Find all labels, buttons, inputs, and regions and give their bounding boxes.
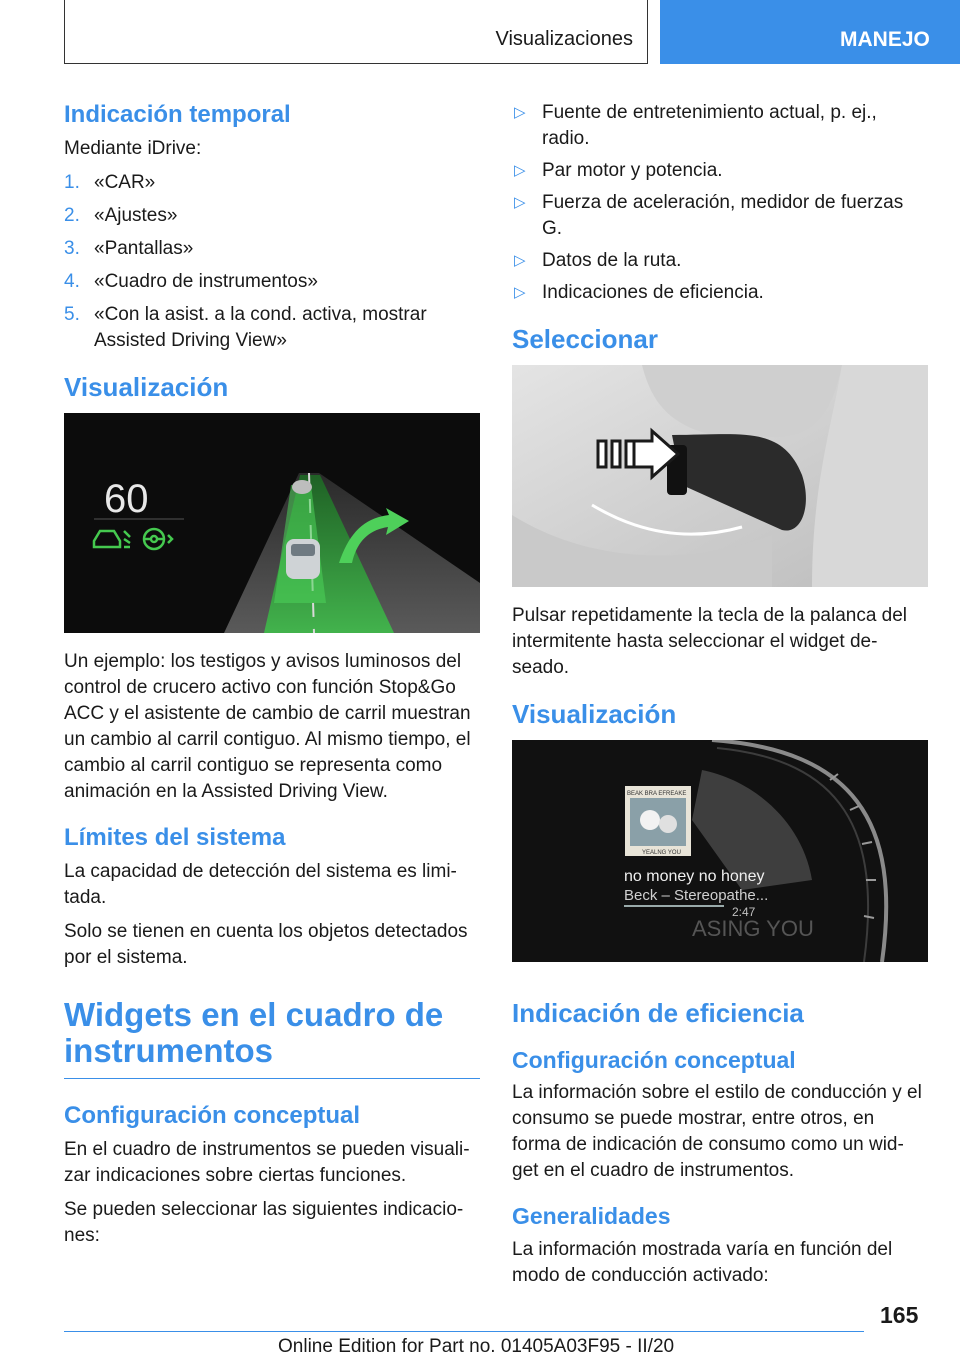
step-item bbox=[64, 170, 480, 196]
step-text: «Pantallas» bbox=[94, 238, 194, 259]
widget-options-list bbox=[512, 100, 928, 306]
step-item bbox=[64, 236, 480, 262]
list-item: ▷ Datos de la ruta. bbox=[512, 248, 928, 274]
step-number: 4. bbox=[64, 271, 80, 292]
limits-paragraph-2: Solo se tienen en cuenta los objetos detectados por el sistema. bbox=[64, 921, 468, 969]
page-number: 165 bbox=[880, 1302, 919, 1328]
list-item: ▷ Indicaciones de eficiencia. bbox=[512, 280, 928, 306]
assisted-driving-view-image bbox=[64, 413, 480, 633]
bullet-triangle-icon: ▷ bbox=[514, 284, 526, 301]
idrive-steps bbox=[64, 170, 480, 354]
temporal-intro: Mediante iDrive: bbox=[64, 138, 202, 159]
heading-configuracion-conceptual-right: Configuración conceptual bbox=[512, 1046, 796, 1073]
step-item bbox=[64, 302, 480, 354]
speed-readout: 60 bbox=[104, 477, 149, 522]
concept-paragraph-1: En el cuadro de instrumentos se pueden visuali‐zar indicaciones sobre ciertas funciones. bbox=[64, 1138, 470, 1186]
album-bottom-text: YEALNG YOU bbox=[642, 850, 681, 857]
left-column bbox=[64, 100, 480, 1257]
list-item: ▷ Fuente de entretenimiento actual, p. ej., radio. bbox=[514, 102, 877, 149]
heading-seleccionar: Seleccionar bbox=[512, 324, 658, 354]
bullet-triangle-icon: ▷ bbox=[514, 104, 526, 121]
step-text: «Cuadro de instrumentos» bbox=[94, 271, 318, 292]
bullet-triangle-icon: ▷ bbox=[514, 162, 526, 179]
limits-paragraph-1: La capacidad de detección del sistema es limi‐tada. bbox=[64, 861, 457, 909]
general-text: La información mostrada varía en función del modo de conducción activado: bbox=[512, 1239, 893, 1287]
bullet-triangle-icon: ▷ bbox=[514, 194, 526, 211]
visual-description: Un ejemplo: los testigos y avisos luminosos del control de crucero activo con función Stop&Go ACC y el asistente de cambio de carril muestran un cambio al carril contiguo. Al mismo tiempo, el cambio al carril contiguo se representa como animación en la Assisted Driving View. bbox=[64, 651, 471, 803]
header-box bbox=[64, 0, 648, 64]
step-number: 1. bbox=[64, 172, 80, 193]
album-top-text: BEAK BRA EFREAKE bbox=[627, 791, 687, 798]
heading-indicacion-eficiencia: Indicación de eficiencia bbox=[512, 998, 804, 1029]
heading-widgets: Widgets en el cuadro de instrumentos bbox=[64, 996, 444, 1070]
playback-time: 2:47 bbox=[732, 905, 756, 920]
step-text: «Con la asist. a la cond. activa, mostrar Assisted Driving View» bbox=[94, 304, 427, 351]
bullet-triangle-icon: ▷ bbox=[514, 252, 526, 269]
step-number: 5. bbox=[64, 304, 80, 325]
artist-album: Beck – Stereopathe... bbox=[624, 887, 769, 905]
heading-generalidades: Generalidades bbox=[512, 1203, 671, 1230]
section-title: Visualizaciones bbox=[495, 28, 633, 50]
list-item: ▷ Par motor y potencia. bbox=[512, 158, 928, 184]
list-item: ▷ Fuerza de aceleración, medidor de fuerzas G. bbox=[514, 192, 904, 239]
chapter-tab: MANEJO bbox=[660, 0, 960, 64]
background-text: ASING YOU bbox=[692, 916, 814, 942]
song-title: no money no honey bbox=[624, 868, 765, 886]
concept-paragraph-2: Se pueden seleccionar las siguientes indicacio‐nes: bbox=[64, 1198, 464, 1246]
edition-note: Online Edition for Part no. 01405A03F95 - II/20 bbox=[278, 1336, 675, 1357]
step-number: 3. bbox=[64, 238, 80, 259]
step-text: «CAR» bbox=[94, 172, 156, 193]
heading-configuracion-conceptual: Configuración conceptual bbox=[64, 1101, 361, 1129]
turn-signal-lever-image bbox=[512, 365, 928, 587]
heading-visualizacion: Visualización bbox=[64, 372, 229, 402]
step-number: 2. bbox=[64, 205, 80, 226]
step-text: «Ajustes» bbox=[94, 205, 178, 226]
heading-indicacion-temporal: Indicación temporal bbox=[64, 101, 291, 128]
heading-visualizacion-right: Visualización bbox=[512, 699, 677, 730]
footer-divider bbox=[64, 1331, 864, 1332]
heading-limites: Límites del sistema bbox=[64, 824, 286, 852]
efficiency-concept-text: La información sobre el estilo de conducción y el consumo se puede mostrar, entre otros, en forma de indicación de consumo como un wid‐get en el cuadro de instrumentos. bbox=[512, 1082, 922, 1182]
select-description: Pulsar repetidamente la tecla de la palanca del intermitente hasta seleccionar el widget de‐seado. bbox=[512, 605, 908, 679]
entertainment-widget-image bbox=[512, 740, 928, 962]
right-column bbox=[512, 100, 928, 1297]
widgets-heading-block bbox=[64, 997, 480, 1079]
step-item bbox=[64, 269, 480, 295]
step-item bbox=[64, 203, 480, 229]
